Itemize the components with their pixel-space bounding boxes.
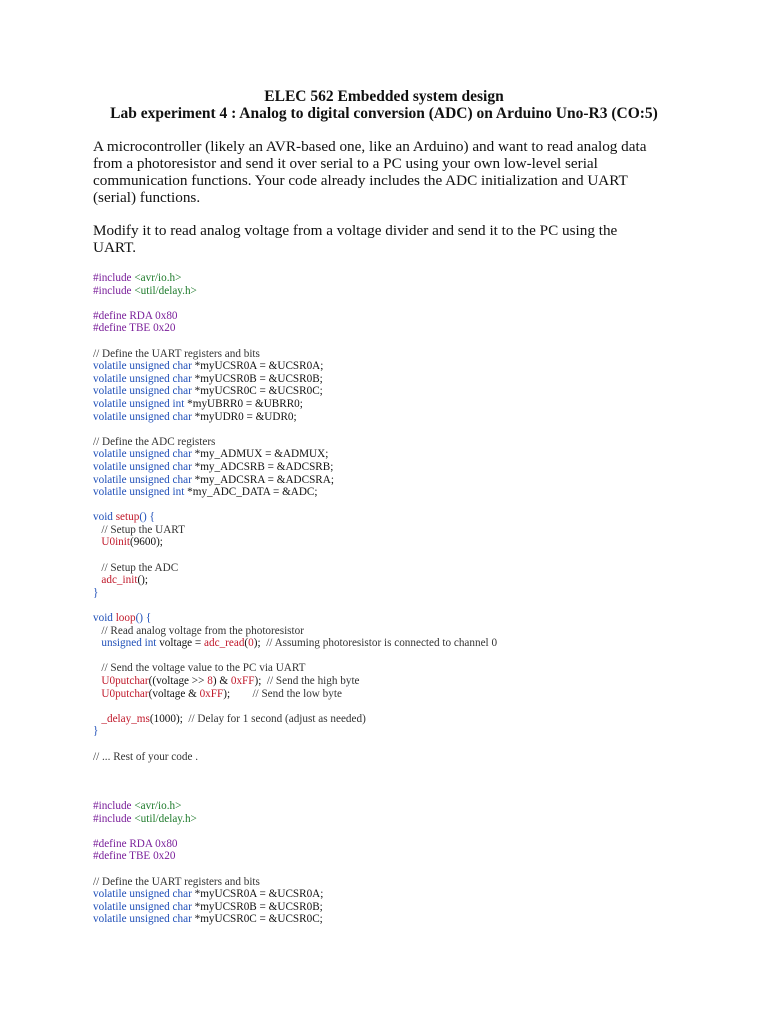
code-line <box>93 662 713 675</box>
code-token: #include <box>93 284 135 297</box>
code-token: #define TBE 0x20 <box>93 322 176 335</box>
code-blank-line <box>93 423 713 436</box>
code-token: // Read analog voltage from the photoresistor <box>93 624 304 637</box>
code-token: *myUCSR0B = &UCSR0B; <box>194 372 323 385</box>
code-token: ); <box>254 675 262 687</box>
code-token: volatile unsigned char <box>93 372 195 385</box>
code-token: volatile unsigned char <box>93 360 195 373</box>
code-token: voltage = <box>159 637 205 650</box>
code-blank-line <box>93 825 713 838</box>
code-line <box>93 675 713 688</box>
code-token: volatile unsigned char <box>93 460 195 473</box>
intro-line: communication functions. Your code already includes the ADC initialization and UART <box>93 172 628 189</box>
code-block-2 <box>93 800 713 926</box>
code-line <box>93 913 713 926</box>
code-token: U0putchar <box>93 687 149 700</box>
code-token: (voltage & <box>148 687 200 700</box>
code-line <box>93 398 713 411</box>
code-token: volatile unsigned char <box>93 888 195 901</box>
code-token: // Assuming photoresistor is connected to channel 0 <box>263 637 498 650</box>
code-line <box>93 461 713 474</box>
code-line <box>93 348 713 361</box>
code-blank-line <box>93 335 713 348</box>
code-token: () { <box>139 511 155 524</box>
code-line <box>93 901 713 914</box>
code-line <box>93 876 713 889</box>
code-line <box>93 574 713 587</box>
code-line <box>93 838 713 851</box>
code-token: (9600); <box>129 536 163 549</box>
code-token: () { <box>135 612 152 625</box>
code-token: *my_ADC_DATA = &ADC; <box>187 486 318 499</box>
code-token: loop <box>115 612 136 625</box>
code-line <box>93 436 713 449</box>
course-title: ELEC 562 Embedded system design <box>264 88 504 105</box>
code-token: adc_init <box>93 574 138 587</box>
code-blank-line <box>93 599 713 612</box>
code-token: _delay_ms <box>93 712 150 725</box>
code-line <box>93 625 713 638</box>
code-token: *myUBRR0 = &UBRR0; <box>187 397 303 410</box>
code-block-1 <box>93 272 713 763</box>
code-line <box>93 524 713 537</box>
code-token: // Define the UART registers and bits <box>93 875 260 888</box>
code-token: *myUCSR0C = &UCSR0C; <box>194 385 323 398</box>
code-blank-line <box>93 650 713 663</box>
code-line <box>93 272 713 285</box>
intro-line: A microcontroller (likely an AVR-based one, like an Arduino) and want to read analog data <box>93 138 647 155</box>
code-token: // Send the high byte <box>261 675 360 687</box>
code-line <box>93 385 713 398</box>
code-token: <avr/io.h> <box>134 800 182 812</box>
code-line <box>93 688 713 701</box>
code-token: <util/delay.h> <box>134 284 197 297</box>
code-token: #define RDA 0x80 <box>93 837 178 850</box>
code-token: *my_ADCSRB = &ADCSRB; <box>194 460 334 473</box>
code-token: *my_ADMUX = &ADMUX; <box>194 448 329 461</box>
code-token: <avr/io.h> <box>134 272 182 284</box>
code-blank-line <box>93 863 713 876</box>
code-token: *myUDR0 = &UDR0; <box>194 410 297 423</box>
code-token: volatile unsigned char <box>93 385 195 398</box>
intro-paragraph-1 <box>93 138 693 206</box>
code-blank-line <box>93 738 713 751</box>
code-token: 0xFF <box>230 675 255 687</box>
code-blank-line <box>93 549 713 562</box>
code-token: // Send the voltage value to the PC via UART <box>93 662 306 675</box>
code-token: volatile unsigned char <box>93 410 195 423</box>
code-token: // Setup the ADC <box>93 561 179 574</box>
code-line <box>93 587 713 600</box>
code-token: U0init <box>93 536 130 549</box>
code-token: volatile unsigned int <box>93 397 188 410</box>
code-line <box>93 411 713 424</box>
code-token: void <box>93 511 116 524</box>
code-token: ); <box>253 637 264 650</box>
code-line <box>93 360 713 373</box>
code-token: #include <box>93 272 135 284</box>
code-token: volatile unsigned char <box>93 448 195 461</box>
code-line <box>93 888 713 901</box>
code-token: volatile unsigned char <box>93 473 195 486</box>
code-token: // Send the low byte <box>230 687 342 700</box>
code-token: *myUCSR0A = &UCSR0A; <box>194 360 324 373</box>
code-token: #include <box>93 800 135 812</box>
code-line <box>93 612 713 625</box>
code-blank-line <box>93 297 713 310</box>
code-token: *myUCSR0C = &UCSR0C; <box>194 913 323 926</box>
code-token: 8 <box>207 675 213 687</box>
intro-line: (serial) functions. <box>93 189 201 206</box>
code-token: // Define the UART registers and bits <box>93 347 260 360</box>
code-line <box>93 800 713 813</box>
code-line <box>93 725 713 738</box>
code-blank-line <box>93 499 713 512</box>
code-token: void <box>93 612 116 625</box>
code-token: (); <box>137 574 148 587</box>
code-line <box>93 511 713 524</box>
code-line <box>93 637 713 650</box>
code-token: // Setup the UART <box>93 523 185 536</box>
intro-line: from a photoresistor and send it over serial to a PC using your own low-level serial <box>93 155 598 172</box>
code-token: *myUCSR0A = &UCSR0A; <box>194 888 324 901</box>
code-line <box>93 486 713 499</box>
code-token: volatile unsigned char <box>93 913 195 926</box>
code-token: ((voltage >> <box>148 675 208 687</box>
code-token: ( <box>244 637 249 650</box>
code-line <box>93 813 713 826</box>
code-token: ) & <box>212 675 231 687</box>
code-token: } <box>93 586 99 599</box>
code-line <box>93 751 713 764</box>
code-token: (1000); <box>149 712 183 725</box>
code-token: unsigned int <box>93 637 160 650</box>
code-line <box>93 474 713 487</box>
code-token: #define RDA 0x80 <box>93 309 178 322</box>
code-token: <util/delay.h> <box>134 812 197 825</box>
experiment-title: Lab experiment 4 : Analog to digital conversion (ADC) on Arduino Uno-R3 (CO:5) <box>110 105 658 122</box>
code-token: // Define the ADC registers <box>93 435 216 448</box>
code-token: volatile unsigned int <box>93 486 188 499</box>
code-line <box>93 536 713 549</box>
code-token: // ... Rest of your code . <box>93 750 199 763</box>
code-line <box>93 373 713 386</box>
code-token: // Delay for 1 second (adjust as needed) <box>182 712 366 725</box>
code-line <box>93 448 713 461</box>
intro-paragraph-2 <box>93 222 693 256</box>
code-token: ); <box>223 687 231 700</box>
code-line <box>93 285 713 298</box>
code-line <box>93 322 713 335</box>
code-token: *my_ADCSRA = &ADCSRA; <box>194 473 334 486</box>
code-token: setup <box>115 511 140 524</box>
code-line <box>93 850 713 863</box>
code-blank-line <box>93 700 713 713</box>
code-token: } <box>93 725 99 738</box>
code-token: 0 <box>248 637 254 650</box>
code-token: *myUCSR0B = &UCSR0B; <box>194 900 323 913</box>
code-token: 0xFF <box>199 687 224 700</box>
intro-line: Modify it to read analog voltage from a voltage divider and send it to the PC using the <box>93 222 618 239</box>
intro-line: UART. <box>93 239 137 256</box>
code-line <box>93 310 713 323</box>
code-token: volatile unsigned char <box>93 900 195 913</box>
code-line <box>93 713 713 726</box>
code-token: U0putchar <box>93 675 149 687</box>
code-token: adc_read <box>204 637 245 650</box>
code-token: #include <box>93 812 135 825</box>
code-line <box>93 562 713 575</box>
code-token: #define TBE 0x20 <box>93 850 176 863</box>
